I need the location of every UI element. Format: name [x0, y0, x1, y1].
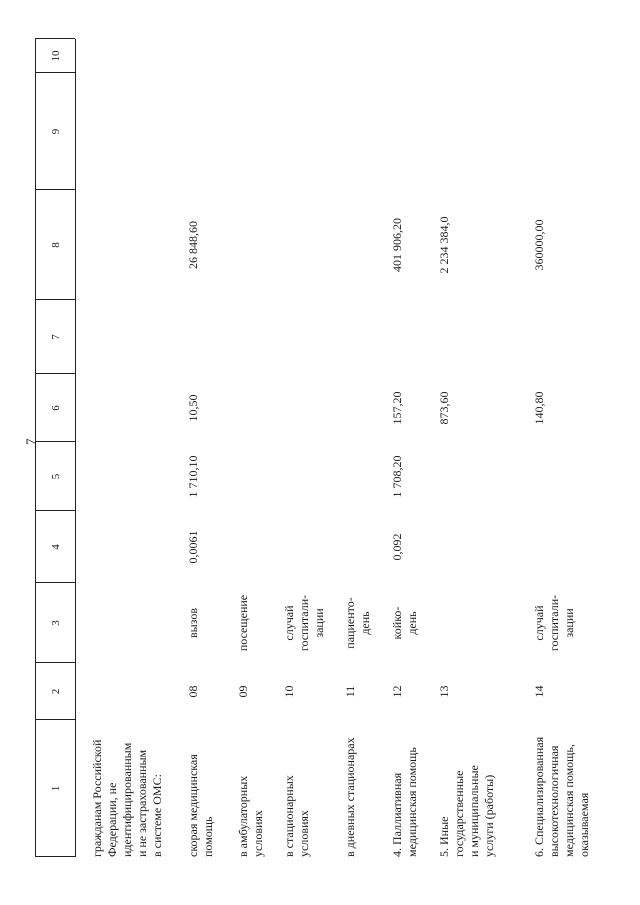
row-7-code: 13	[437, 685, 451, 698]
row-1-name-line-5: в системе ОМС:	[150, 774, 164, 857]
table-top-border	[35, 39, 36, 857]
row-7-name-line-2: государственные	[452, 770, 466, 857]
row-8-name-line-1: 6. Специализированная	[532, 736, 546, 857]
row-4-unit-line-1: случай	[282, 605, 296, 641]
row-8-name-line-4: оказываемая	[577, 792, 591, 857]
header-bottom-border	[75, 39, 76, 857]
column-header-4: 4	[50, 544, 62, 550]
row-4-unit-line-3: зации	[312, 608, 326, 638]
row-5-unit-line-1: пациенто-	[343, 597, 357, 649]
row-6-col8: 401 906,20	[390, 218, 404, 272]
row-2-name-line-1: скорая медицинская	[186, 754, 200, 857]
row-3-name-line-2: условиях	[251, 810, 265, 857]
row-6-col4: 0,092	[390, 533, 404, 561]
row-6-col5: 1 708,20	[390, 455, 404, 498]
row-8-name-line-3: медицинская помощь,	[562, 744, 576, 857]
row-5-code: 11	[343, 685, 357, 698]
row-2-unit-line-1: вызов	[186, 607, 200, 639]
row-7-col6: 873,60	[437, 391, 451, 425]
row-8-unit-line-3: зации	[562, 608, 576, 638]
row-8-unit-line-1: случай	[532, 605, 546, 641]
column-header-6: 6	[50, 405, 62, 411]
row-6-unit-line-2: день	[405, 611, 419, 635]
column-header-2: 2	[50, 688, 62, 695]
column-header-5: 5	[50, 473, 62, 480]
page-number: 7	[23, 438, 38, 445]
row-8-name-line-2: высокотехнологичная	[547, 745, 561, 857]
row-6-code: 12	[390, 685, 404, 698]
row-8-col8: 360000,00	[532, 219, 546, 271]
row-2-col4: 0,0061	[186, 530, 200, 564]
column-header-10: 10	[50, 50, 62, 62]
row-8-col6: 140,80	[532, 391, 546, 425]
row-1-name-line-4: и не застрахованным	[135, 749, 149, 857]
column-header-7: 7	[50, 334, 62, 340]
row-8-code: 14	[532, 685, 546, 698]
column-header-8: 8	[50, 242, 62, 248]
row-7-name-line-4: услуги (работы)	[482, 774, 496, 857]
row-1-name-line-1: гражданам Российской	[90, 739, 104, 857]
row-2-code: 08	[186, 685, 200, 698]
column-header-9: 9	[50, 128, 62, 135]
row-3-unit-line-1: посещение	[236, 594, 250, 652]
row-2-col8: 26 848,60	[186, 221, 200, 269]
row-3-name-line-1: в амбулаторных	[236, 775, 250, 857]
row-4-name-line-2: условиях	[297, 810, 311, 857]
row-1-name-line-2: Федерации, не	[105, 782, 119, 857]
column-header-3: 3	[50, 620, 62, 626]
row-7-name-line-1: 5. Иные	[437, 816, 451, 857]
column-header-1: 1	[50, 785, 62, 792]
row-4-name-line-1: в стационарных	[282, 775, 296, 857]
row-7-name-line-3: и муниципальные	[467, 765, 481, 857]
row-2-name-line-2: помощь	[201, 816, 215, 857]
row-6-name-line-2: медицинская помощь	[405, 747, 419, 857]
row-4-unit-line-2: госпитали-	[297, 594, 311, 652]
row-5-name-line-1: в дневных стационарах	[343, 737, 357, 857]
row-6-unit-line-1: койко-	[390, 606, 404, 640]
row-5-unit-line-2: день	[358, 611, 372, 635]
row-8-unit-line-2: госпитали-	[547, 594, 561, 652]
row-1-name-line-3: идентифицированным	[120, 742, 134, 857]
row-7-col8: 2 234 384,0	[437, 216, 451, 274]
row-6-col6: 157,20	[390, 391, 404, 425]
row-6-name-line-1: 4. Паллиативная	[390, 772, 404, 857]
row-2-col6: 10,50	[186, 394, 200, 422]
row-4-code: 10	[282, 685, 296, 698]
row-2-col5: 1 710,10	[186, 455, 200, 498]
row-3-code: 09	[236, 685, 250, 698]
